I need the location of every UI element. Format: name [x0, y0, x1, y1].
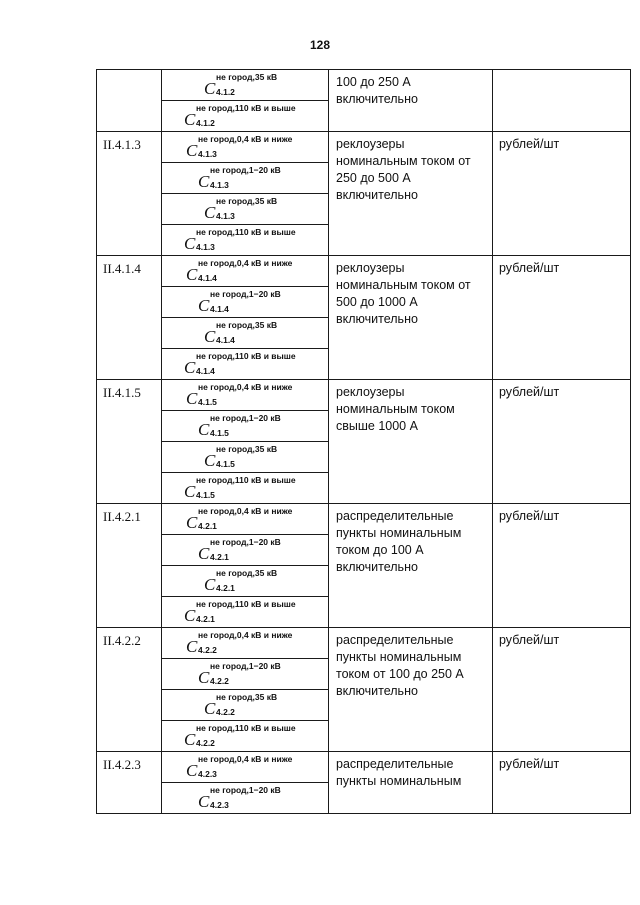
formula-subscript: 4.2.1: [210, 552, 229, 562]
formula-subscript: 4.2.3: [210, 800, 229, 810]
formula-cell: [162, 70, 329, 101]
description-text: 100 до 250 А включительно: [336, 75, 418, 106]
formula-superscript: не город,1−20 кВ: [210, 413, 281, 423]
item-description: [329, 504, 493, 628]
description-text: реклоузеры номинальным током от 250 до 500 А включительно: [336, 137, 471, 202]
formula-superscript: не город,110 кВ и выше: [196, 723, 296, 733]
item-description: [329, 132, 493, 256]
formula-superscript: не город,110 кВ и выше: [196, 351, 296, 361]
formula-cell: [162, 163, 329, 194]
formula-subscript: 4.1.4: [210, 304, 229, 314]
formula-superscript: не город,1−20 кВ: [210, 165, 281, 175]
cost-formula: [162, 411, 328, 441]
formula-cell: [162, 256, 329, 287]
formula-cell: [162, 566, 329, 597]
table-row: [97, 132, 631, 163]
item-code: II.4.2.2: [97, 628, 162, 752]
formula-superscript: не город,1−20 кВ: [210, 289, 281, 299]
page-number: 128: [309, 38, 331, 52]
formula-symbol: C: [204, 451, 216, 470]
formula-superscript: не город,110 кВ и выше: [196, 227, 296, 237]
cost-formula: [162, 628, 328, 658]
formula-subscript: 4.2.3: [198, 769, 217, 779]
formula-symbol: C: [198, 544, 210, 563]
cost-formula: [162, 194, 328, 224]
formula-symbol: C: [186, 761, 198, 780]
cost-formula: [162, 349, 328, 379]
formula-subscript: 4.1.3: [198, 149, 217, 159]
item-unit: [493, 70, 631, 132]
cost-formula: [162, 132, 328, 162]
table-row: [97, 628, 631, 659]
formula-cell: [162, 721, 329, 752]
table-row: [97, 380, 631, 411]
item-code: II.4.1.4: [97, 256, 162, 380]
formula-symbol: C: [184, 482, 196, 501]
formula-symbol: C: [198, 420, 210, 439]
formula-symbol: C: [184, 234, 196, 253]
formula-cell: [162, 225, 329, 256]
cost-formula: [162, 535, 328, 565]
formula-cell: [162, 659, 329, 690]
item-code: II.4.2.3: [97, 752, 162, 814]
item-code: II.4.1.3: [97, 132, 162, 256]
formula-symbol: C: [204, 327, 216, 346]
formula-subscript: 4.1.5: [210, 428, 229, 438]
item-code: II.4.2.1: [97, 504, 162, 628]
tariff-table-body: [97, 70, 631, 814]
formula-superscript: не город,0,4 кВ и ниже: [198, 506, 293, 516]
formula-cell: [162, 597, 329, 628]
formula-cell: [162, 473, 329, 504]
formula-subscript: 4.1.2: [216, 87, 235, 97]
cost-formula: [162, 163, 328, 193]
formula-subscript: 4.2.1: [196, 614, 215, 624]
formula-subscript: 4.1.3: [216, 211, 235, 221]
formula-subscript: 4.1.4: [216, 335, 235, 345]
cost-formula: [162, 566, 328, 596]
formula-cell: [162, 535, 329, 566]
formula-symbol: C: [184, 110, 196, 129]
formula-superscript: не город,35 кВ: [216, 196, 278, 206]
formula-symbol: C: [186, 265, 198, 284]
formula-subscript: 4.1.4: [198, 273, 217, 283]
formula-subscript: 4.1.3: [210, 180, 229, 190]
formula-superscript: не город,35 кВ: [216, 72, 278, 82]
formula-superscript: не город,35 кВ: [216, 444, 278, 454]
description-text: распределительные пункты номинальным: [336, 757, 462, 788]
formula-cell: [162, 101, 329, 132]
formula-superscript: не город,110 кВ и выше: [196, 103, 296, 113]
formula-cell: [162, 752, 329, 783]
description-text: распределительные пункты номинальным током до 100 А включительно: [336, 509, 462, 574]
cost-formula: [162, 287, 328, 317]
formula-superscript: не город,110 кВ и выше: [196, 599, 296, 609]
formula-subscript: 4.2.1: [216, 583, 235, 593]
formula-cell: [162, 783, 329, 814]
formula-subscript: 4.1.3: [196, 242, 215, 252]
formula-superscript: не город,0,4 кВ и ниже: [198, 258, 293, 268]
formula-subscript: 4.2.2: [198, 645, 217, 655]
item-description: [329, 70, 493, 132]
formula-subscript: 4.1.5: [196, 490, 215, 500]
formula-cell: [162, 504, 329, 535]
item-unit: рублей/шт: [493, 380, 631, 504]
formula-cell: [162, 349, 329, 380]
formula-superscript: не город,0,4 кВ и ниже: [198, 630, 293, 640]
cost-formula: [162, 473, 328, 503]
item-unit: рублей/шт: [493, 628, 631, 752]
formula-subscript: 4.1.4: [196, 366, 215, 376]
formula-symbol: C: [186, 637, 198, 656]
formula-symbol: C: [204, 575, 216, 594]
item-description: [329, 256, 493, 380]
formula-symbol: C: [184, 730, 196, 749]
cost-formula: [162, 318, 328, 348]
formula-superscript: не город,35 кВ: [216, 692, 278, 702]
description-text: реклоузеры номинальным током свыше 1000 А: [336, 385, 455, 433]
formula-symbol: C: [198, 792, 210, 811]
formula-cell: [162, 318, 329, 349]
formula-symbol: C: [198, 172, 210, 191]
cost-formula: [162, 597, 328, 627]
formula-symbol: C: [186, 141, 198, 160]
cost-formula: [162, 659, 328, 689]
table-row: [97, 256, 631, 287]
formula-subscript: 4.1.5: [198, 397, 217, 407]
formula-subscript: 4.2.2: [210, 676, 229, 686]
formula-symbol: C: [186, 513, 198, 532]
formula-cell: [162, 194, 329, 225]
cost-formula: [162, 225, 328, 255]
formula-superscript: не город,35 кВ: [216, 320, 278, 330]
formula-subscript: 4.2.1: [198, 521, 217, 531]
formula-superscript: не город,1−20 кВ: [210, 661, 281, 671]
cost-formula: [162, 752, 328, 782]
cost-formula: [162, 442, 328, 472]
description-text: распределительные пункты номинальным током от 100 до 250 А включительно: [336, 633, 464, 698]
formula-subscript: 4.2.2: [216, 707, 235, 717]
cost-formula: [162, 690, 328, 720]
formula-superscript: не город,1−20 кВ: [210, 537, 281, 547]
formula-cell: [162, 132, 329, 163]
item-code: [97, 70, 162, 132]
table-row: [97, 504, 631, 535]
formula-symbol: C: [204, 79, 216, 98]
formula-subscript: 4.2.2: [196, 738, 215, 748]
item-description: [329, 380, 493, 504]
formula-symbol: C: [198, 668, 210, 687]
formula-symbol: C: [204, 203, 216, 222]
formula-superscript: не город,1−20 кВ: [210, 785, 281, 795]
formula-superscript: не город,0,4 кВ и ниже: [198, 382, 293, 392]
table-row: [97, 752, 631, 783]
tariff-table: [96, 69, 631, 814]
table-row: [97, 70, 631, 101]
formula-cell: [162, 628, 329, 659]
cost-formula: [162, 380, 328, 410]
formula-symbol: C: [198, 296, 210, 315]
cost-formula: [162, 70, 328, 100]
formula-cell: [162, 411, 329, 442]
formula-symbol: C: [204, 699, 216, 718]
item-unit: рублей/шт: [493, 504, 631, 628]
formula-cell: [162, 690, 329, 721]
formula-subscript: 4.1.2: [196, 118, 215, 128]
formula-superscript: не город,0,4 кВ и ниже: [198, 754, 293, 764]
formula-superscript: не город,110 кВ и выше: [196, 475, 296, 485]
formula-symbol: C: [184, 606, 196, 625]
item-description: [329, 628, 493, 752]
item-description: [329, 752, 493, 814]
cost-formula: [162, 721, 328, 751]
formula-cell: [162, 287, 329, 318]
formula-symbol: C: [186, 389, 198, 408]
description-text: реклоузеры номинальным током от 500 до 1000 А включительно: [336, 261, 471, 326]
formula-cell: [162, 442, 329, 473]
formula-cell: [162, 380, 329, 411]
item-unit: рублей/шт: [493, 256, 631, 380]
formula-subscript: 4.1.5: [216, 459, 235, 469]
formula-superscript: не город,0,4 кВ и ниже: [198, 134, 293, 144]
cost-formula: [162, 256, 328, 286]
cost-formula: [162, 101, 328, 131]
cost-formula: [162, 504, 328, 534]
item-unit: рублей/шт: [493, 752, 631, 814]
formula-symbol: C: [184, 358, 196, 377]
formula-superscript: не город,35 кВ: [216, 568, 278, 578]
item-unit: рублей/шт: [493, 132, 631, 256]
cost-formula: [162, 783, 328, 813]
item-code: II.4.1.5: [97, 380, 162, 504]
